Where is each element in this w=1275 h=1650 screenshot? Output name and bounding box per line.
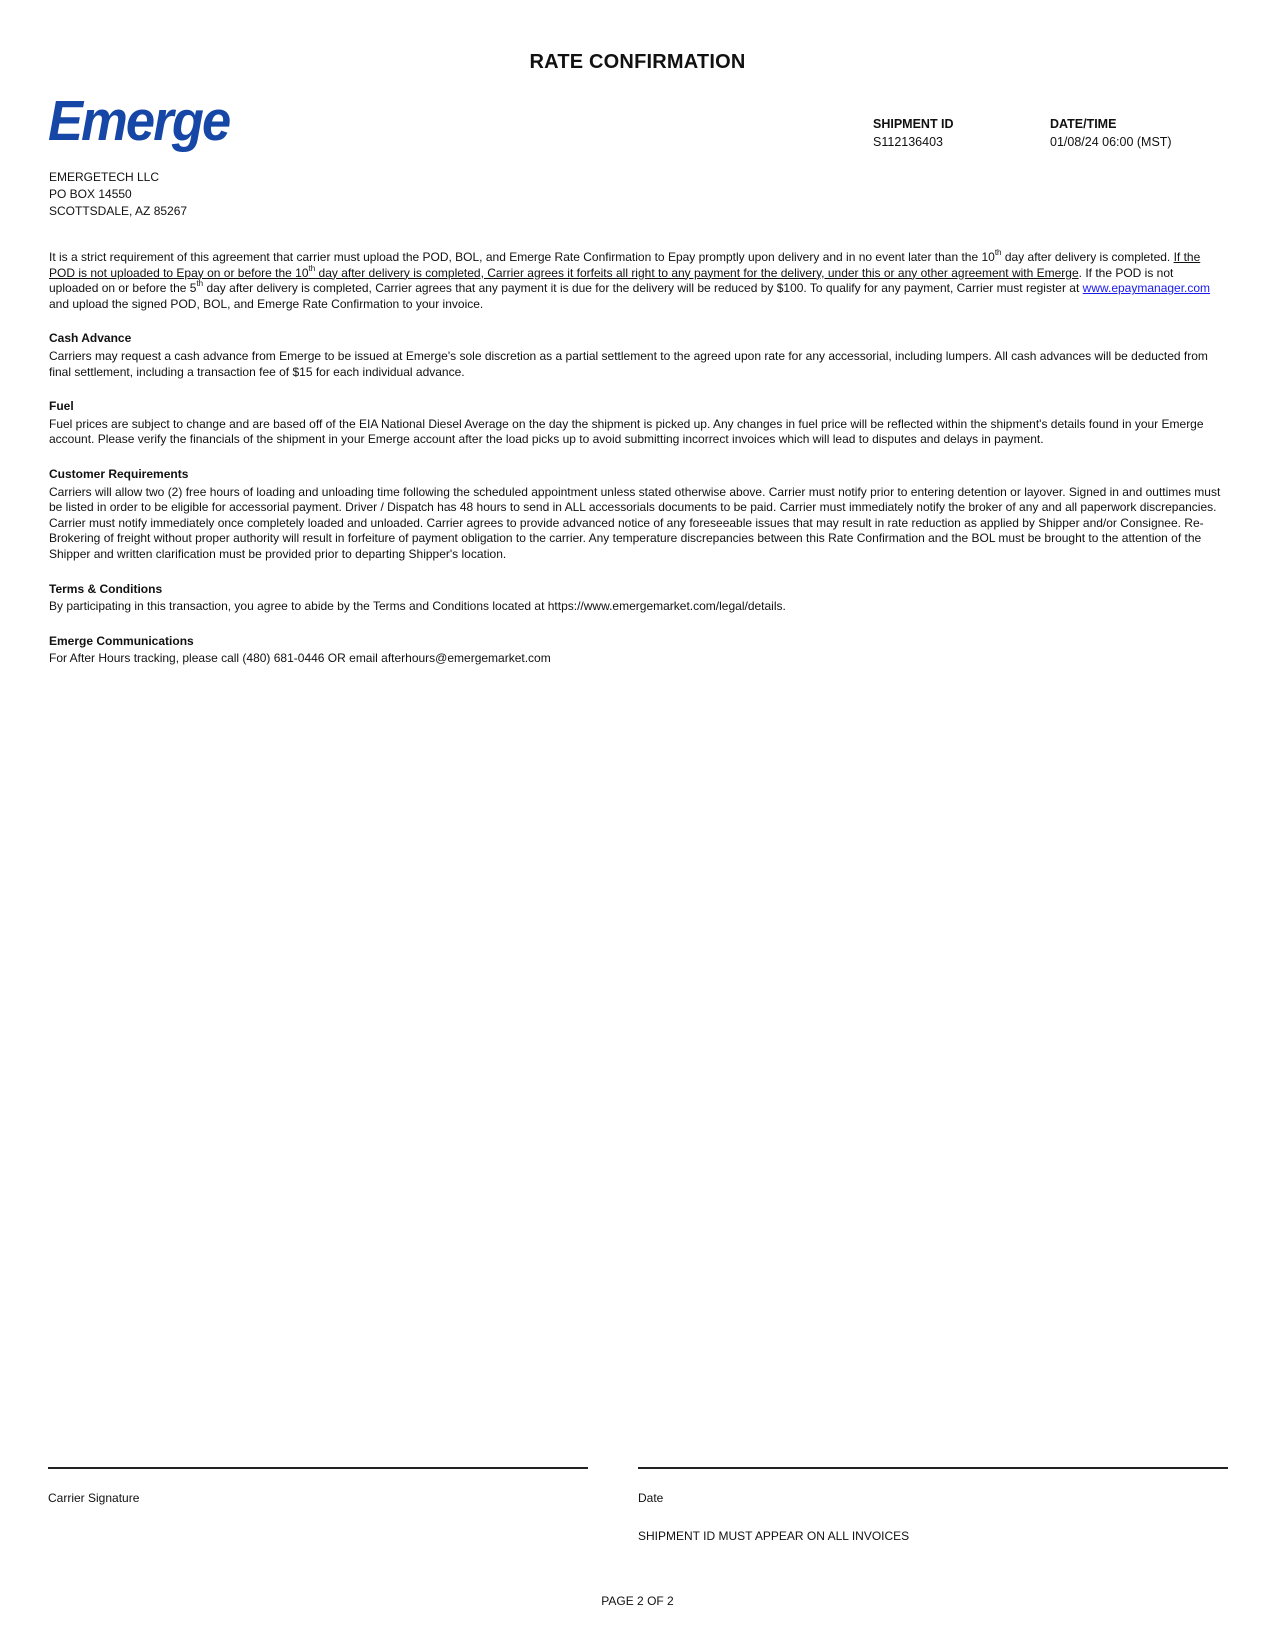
section-cash-advance <box>49 331 1226 380</box>
section-terms-conditions <box>49 582 1226 615</box>
forfeit-text: If the POD is not uploaded to Epay on or before the 10 <box>49 250 1201 280</box>
shipment-id-block <box>873 117 954 149</box>
intro-text: and upload the signed POD, BOL, and Emerge Rate Confirmation to your invoice. <box>49 296 484 311</box>
carrier-signature-line <box>48 1467 588 1469</box>
address-line-1: EMERGETECH LLC <box>49 170 160 184</box>
page-title: RATE CONFIRMATION <box>529 51 746 73</box>
datetime-block <box>1050 117 1172 149</box>
section-title: Emerge Communications <box>49 633 194 648</box>
section-communications <box>49 634 1226 667</box>
section-text: Carriers will allow two (2) free hours of loading and unloading time following the scheduled appointment unless stated otherwise above. Carrier must notify prior to entering detention or layover. Signed in and outtimes must be listed in order to be eligible for accessorial payment. Driver / Dispatch has 48 hours to send in ALL accessorials documents to be paid. Carrier must immediately notify the broker of any and all paperwork discrepancies. Carrier must notify immediately once completely loaded and unloaded. Carrier agrees to provide advanced notice of any foreseeable issues that may result in rate reduction as applied by Shipper and/or Consignee. Re-Brokering of freight without proper authority will result in forfeiture of payment obligation to the carrier. Any temperature discrepancies between this Rate Confirmation and the BOL must be brought to the attention of the Shipper and written clarification must be provided prior to departing Shipper's location. <box>49 484 1221 561</box>
section-fuel <box>49 399 1226 448</box>
epaymanager-link[interactable]: www.epaymanager.com <box>1082 281 1211 296</box>
intro-text: day after delivery is completed. <box>1001 250 1174 264</box>
section-text: Fuel prices are subject to change and are based off of the EIA National Diesel Average on the day the shipment is picked up. Any changes in fuel price will be reflected within the shipment's details found in your Emerge account. Please verify the financials of the shipment in your Emerge account after the load picks up to avoid submitting incorrect invoices which will lead to disputes and delays in payment. <box>49 416 1204 447</box>
section-title: Customer Requirements <box>49 466 189 481</box>
section-title: Cash Advance <box>49 331 132 346</box>
carrier-signature-label: Carrier Signature <box>48 1491 140 1505</box>
address-line-2: PO BOX 14550 <box>49 187 132 201</box>
datetime-value: 01/08/24 06:00 (MST) <box>1050 135 1172 149</box>
forfeit-text: day after delivery is completed, Carrier agrees it forfeits all right to any payment for the delivery, under this or any other agreement with Emerge <box>315 265 1079 280</box>
intro-text: . If the POD is not uploaded on or before the 5 <box>49 265 1174 296</box>
shipment-id-value: S112136403 <box>873 135 943 149</box>
company-address <box>49 169 187 220</box>
datetime-label: DATE/TIME <box>1050 117 1117 131</box>
section-title: Terms & Conditions <box>49 581 163 596</box>
ordinal-suffix: th <box>196 279 204 289</box>
intro-paragraph <box>49 250 1226 312</box>
intro-text: day after delivery is completed, Carrier agrees that any payment it is due for the delivery will be reduced by $100. To qualify for any payment, Carrier must register at <box>203 281 1083 296</box>
invoice-note: SHIPMENT ID MUST APPEAR ON ALL INVOICES <box>638 1529 910 1543</box>
terms-body <box>49 250 1226 667</box>
date-signature-line <box>638 1467 1228 1469</box>
emerge-logo: Emerge <box>48 89 230 153</box>
address-line-3: SCOTTSDALE, AZ 85267 <box>49 204 188 218</box>
ordinal-suffix: th <box>994 248 1002 257</box>
section-text: For After Hours tracking, please call (480) 681-0446 OR email afterhours@emergemarket.com <box>49 651 551 666</box>
date-label: Date <box>638 1491 664 1505</box>
section-customer-requirements <box>49 467 1226 563</box>
shipment-id-label: SHIPMENT ID <box>873 117 954 131</box>
page-number: PAGE 2 OF 2 <box>601 1594 674 1608</box>
intro-text: It is a strict requirement of this agreement that carrier must upload the POD, BOL, and Emerge Rate Confirmation to Epay promptly upon delivery and in no event later than the 10 <box>49 250 995 264</box>
ordinal-suffix: th <box>308 263 316 273</box>
section-title: Fuel <box>49 399 74 414</box>
section-text: Carriers may request a cash advance from Emerge to be issued at Emerge's sole discretion as a partial settlement to the agreed upon rate for any accessorial, including lumpers. All cash advances will be deducted from final settlement, including a transaction fee of $15 for each individual advance. <box>49 348 1208 379</box>
section-text: By participating in this transaction, you agree to abide by the Terms and Conditions located at https://www.emergemarket.com/legal/details. <box>49 599 786 614</box>
